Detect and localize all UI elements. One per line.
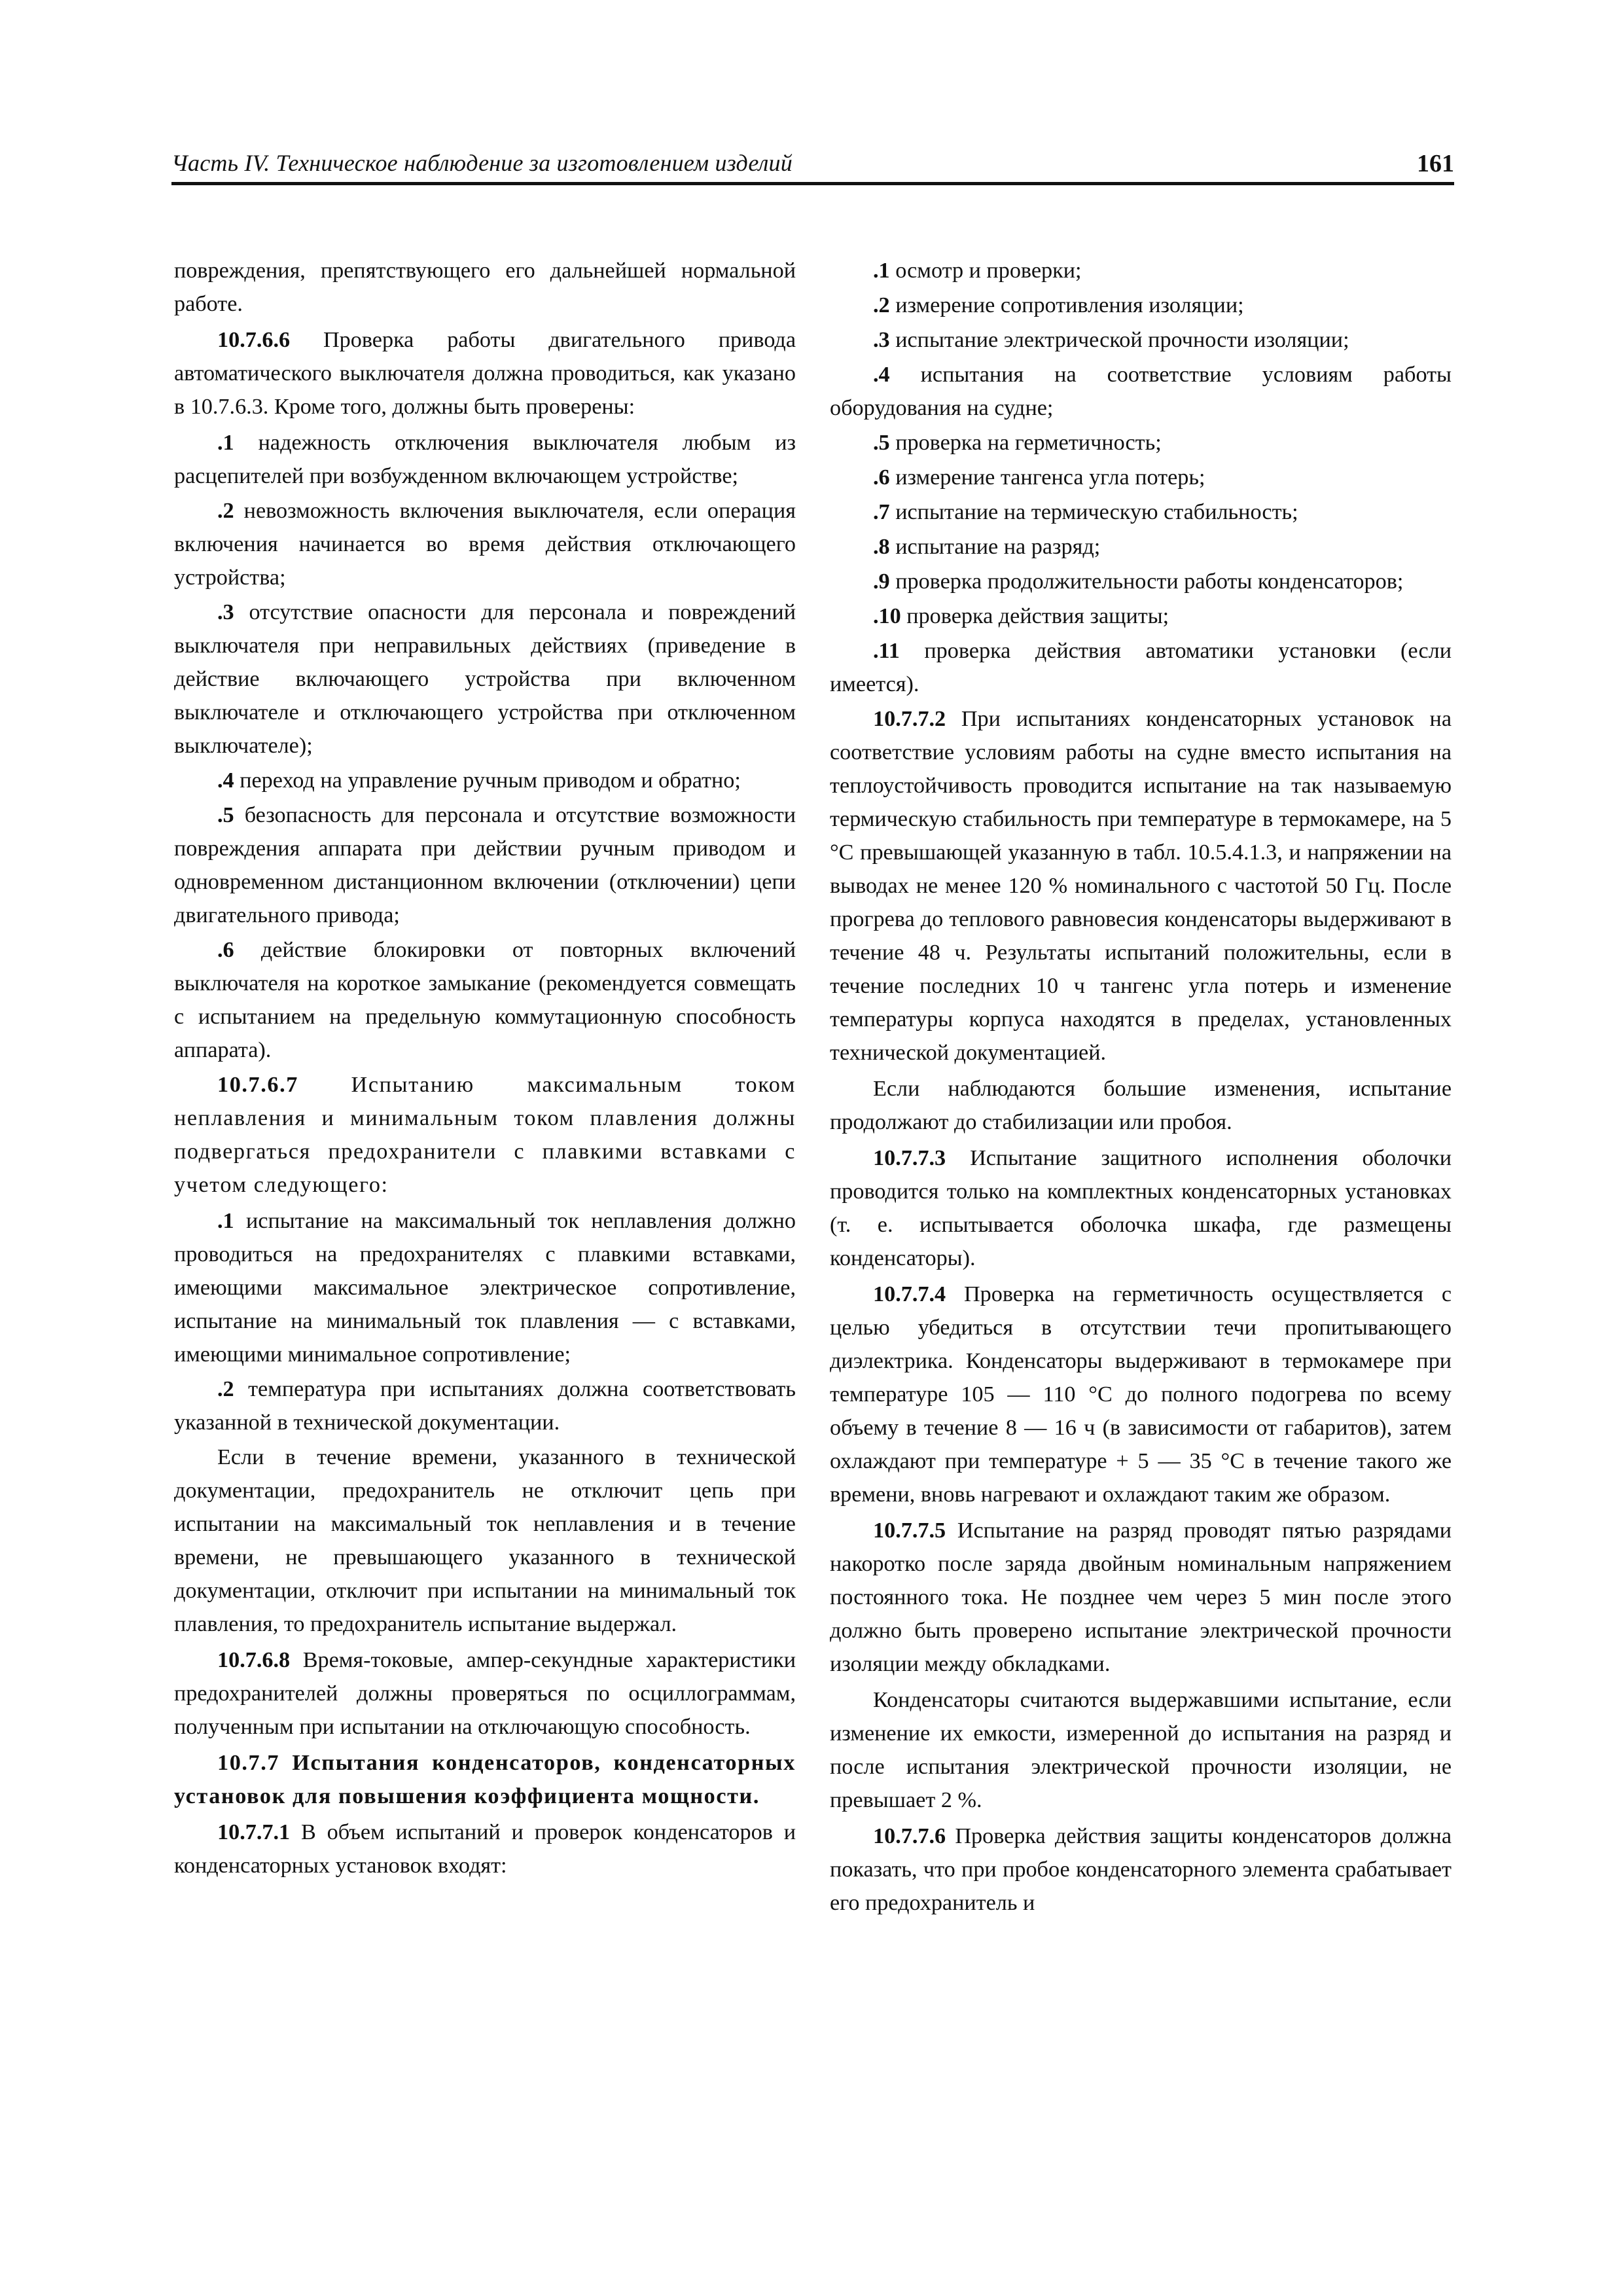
clause-number: 10.7.6.8 (217, 1648, 291, 1672)
section-heading: 10.7.7 Испытания конденсаторов, конденсаторных установок для повышения коэффициента мощности. (174, 1751, 796, 1808)
list-item: .8 испытание на разряд; (873, 535, 1101, 559)
clause-number: 10.7.7.5 (873, 1518, 946, 1543)
list-item: .2 невозможность включения выключателя, если операция включения начинается во время действия отключающего устройства; (174, 499, 796, 590)
list-item: .3 испытание электрической прочности изоляции; (873, 328, 1349, 352)
item-number: .3 (873, 328, 890, 352)
list-item: .4 переход на управление ручным приводом и обратно; (217, 768, 741, 793)
item-number: .3 (217, 600, 234, 624)
page-number: 161 (1417, 150, 1454, 177)
clause-number: 10.7.7.2 (873, 707, 946, 731)
running-title: Часть IV. Техническое наблюдение за изготовлением изделий (171, 150, 793, 176)
item-number: .6 (873, 465, 890, 490)
clause-number: 10.7.7.4 (873, 1282, 946, 1306)
clause-number: 10.7.6.6 (217, 328, 291, 352)
list-item: .3 отсутствие опасности для персонала и повреждений выключателя при неправильных действиях (приведение в действие включающего устройства при включенном выключателе и отключающего устройства при отключенном выключателе); (174, 600, 796, 758)
item-number: .4 (217, 768, 234, 793)
paragraph: 10.7.6.8 Время-токовые, ампер-секундные характеристики предохранителей должны проверяться по осциллограммам, полученным при испытании на отключающую способность. (174, 1648, 796, 1739)
list-item: .10 проверка действия защиты; (873, 604, 1169, 628)
paragraph: Если в течение времени, указанного в технической документации, предохранитель не отключит цепь при испытании на максимальный ток неплавления и в течение времени, не превышающего указанного в технической документации, отключит при испытании на минимальный ток плавления, то предохранитель испытание выдержал. (174, 1445, 796, 1636)
item-number: .11 (873, 639, 900, 663)
item-number: .5 (217, 803, 234, 827)
list-item: .11 проверка действия автоматики установки (если имеется). (830, 639, 1452, 696)
list-item: .1 испытание на максимальный ток неплавления должно проводиться на предохранителях с плавкими вставками, имеющими максимальное электрическое сопротивление, испытание на минимальный ток плавления — с вставками, имеющими минимальное сопротивление; (174, 1209, 796, 1367)
item-number: .2 (217, 499, 234, 523)
clause-number: 10.7.6.7 (217, 1073, 298, 1097)
paragraph: 10.7.7.5 Испытание на разряд проводят пятью разрядами накоротко после заряда двойным номинальным напряжением постоянного тока. Не позднее чем через 5 мин после этого должно быть проверено испытание электрической прочности изоляции между обкладками. (830, 1518, 1452, 1676)
item-number: .6 (217, 938, 234, 962)
item-number: .9 (873, 569, 890, 594)
right-column (830, 254, 1452, 1922)
item-number: .1 (217, 431, 234, 455)
paragraph: 10.7.6.6 Проверка работы двигательного привода автоматического выключателя должна проводиться, как указано в 10.7.6.3. Кроме того, должны быть проверены: (174, 328, 796, 419)
list-item: .2 измерение сопротивления изоляции; (873, 293, 1244, 317)
item-number: .8 (873, 535, 890, 559)
paragraph: повреждения, препятствующего его дальнейшей нормальной работе. (174, 259, 796, 316)
item-number: .7 (873, 500, 890, 524)
item-number: .10 (873, 604, 901, 628)
paragraph: 10.7.6.7 Испытанию максимальным током неплавления и минимальным током плавления должны подвергаться предохранители с плавкими вставками с учетом следующего: (174, 1073, 796, 1197)
list-item: .9 проверка продолжительности работы конденсаторов; (873, 569, 1404, 594)
paragraph: 10.7.7.6 Проверка действия защиты конденсаторов должна показать, что при пробое конденсаторного элемента срабатывает его предохранитель и (830, 1824, 1452, 1915)
list-item: .6 измерение тангенса угла потерь; (873, 465, 1205, 490)
clause-number: 10.7.7 (217, 1751, 280, 1775)
paragraph: 10.7.7.4 Проверка на герметичность осуществляется с целью убедиться в отсутствии течи пропитывающего диэлектрика. Конденсаторы выдерживают в термокамере при температуре 105 — 110 °С до полного подогрева по всему объему в течение 8 — 16 ч (в зависимости от габаритов), затем охлаждают при температуре + 5 — 35 °С в течение такого же времени, вновь нагревают и охлаждают таким же образом. (830, 1282, 1452, 1507)
list-item: .4 испытания на соответствие условиям работы оборудования на судне; (830, 363, 1452, 420)
paragraph: Если наблюдаются большие изменения, испытание продолжают до стабилизации или пробоя. (830, 1077, 1452, 1134)
item-number: .1 (217, 1209, 234, 1233)
left-column (174, 254, 796, 1885)
list-item: .1 осмотр и проверки; (873, 259, 1082, 283)
page-header (171, 143, 1454, 185)
clause-number: 10.7.7.1 (217, 1820, 291, 1844)
list-item: .5 проверка на герметичность; (873, 431, 1162, 455)
list-item: .7 испытание на термическую стабильность; (873, 500, 1298, 524)
clause-number: 10.7.7.6 (873, 1824, 946, 1848)
paragraph: 10.7.7.1 В объем испытаний и проверок конденсаторов и конденсаторных установок входят: (174, 1820, 796, 1878)
item-number: .5 (873, 431, 890, 455)
list-item: .6 действие блокировки от повторных включений выключателя на короткое замыкание (рекомендуется совмещать с испытанием на предельную коммутационную способность аппарата). (174, 938, 796, 1062)
item-number: .2 (217, 1377, 234, 1401)
item-number: .1 (873, 259, 890, 283)
list-item: .2 температура при испытаниях должна соответствовать указанной в технической документации. (174, 1377, 796, 1435)
item-number: .4 (873, 363, 890, 387)
clause-number: 10.7.7.3 (873, 1146, 946, 1170)
item-number: .2 (873, 293, 890, 317)
paragraph: 10.7.7.3 Испытание защитного исполнения оболочки проводится только на комплектных конденсаторных установках (т. е. испытывается оболочка шкафа, где размещены конденсаторы). (830, 1146, 1452, 1270)
paragraph: Конденсаторы считаются выдержавшими испытание, если изменение их емкости, измеренной до испытания на разряд и после испытания электрической прочности изоляции, не превышает 2 %. (830, 1688, 1452, 1812)
list-item: .5 безопасность для персонала и отсутствие возможности повреждения аппарата при действии ручным приводом и одновременном дистанционном включении (отключении) цепи двигательного привода; (174, 803, 796, 927)
list-item: .1 надежность отключения выключателя любым из расцепителей при возбужденном включающем устройстве; (174, 431, 796, 488)
paragraph: 10.7.7.2 При испытаниях конденсаторных установок на соответствие условиям работы на судне вместо испытания на теплоустойчивость проводится испытание на так называемую термическую стабильность при температуре в термокамере, на 5 °С превышающей указанную в табл. 10.5.4.1.3, и напряжении на выводах не менее 120 % номинального с частотой 50 Гц. После прогрева до теплового равновесия конденсаторы выдерживают в течение 48 ч. Результаты испытаний положительны, если в течение последних 10 ч тангенс угла потерь и изменение температуры корпуса находятся в пределах, установленных технической документацией. (830, 707, 1452, 1065)
